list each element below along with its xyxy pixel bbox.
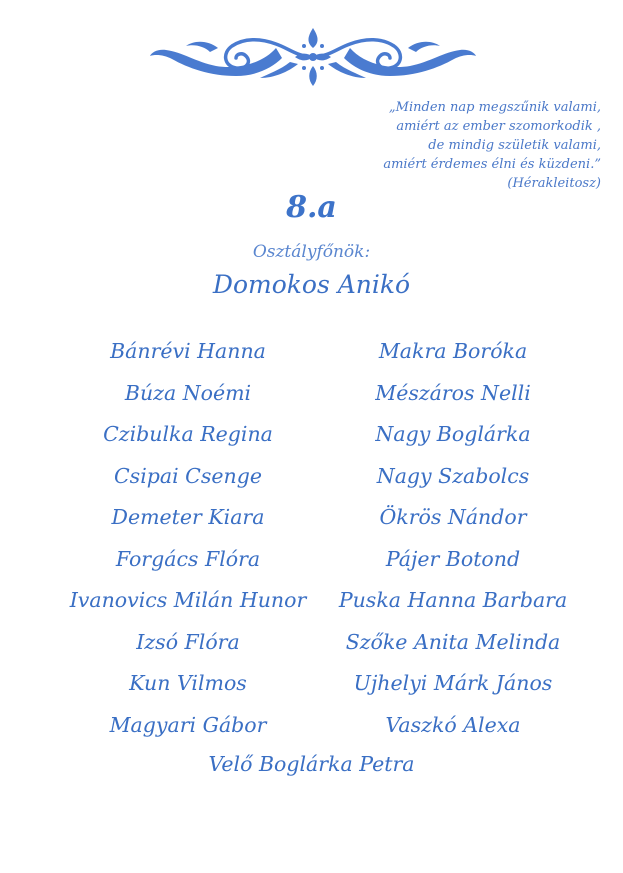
student-name: Czibulka Regina xyxy=(103,422,273,446)
student-list-right xyxy=(303,334,603,749)
student-name: Puska Hanna Barbara xyxy=(338,588,568,612)
teacher-name: Domokos Anikó xyxy=(212,270,411,299)
student-name: Szőke Anita Melinda xyxy=(345,629,561,654)
quote-line: „Minden nap megszűnik valami, xyxy=(388,100,601,115)
student-name: Ujhelyi Márk János xyxy=(353,671,553,695)
student-name: Búza Noémi xyxy=(124,380,252,405)
student-name: Mészáros Nelli xyxy=(375,380,531,405)
quote-line: de mindig születik valami, xyxy=(428,138,601,153)
student-name: Csipai Csenge xyxy=(114,463,262,488)
teacher-label: Osztályfőnök: xyxy=(252,242,371,262)
student-name: Nagy Szabolcs xyxy=(376,463,530,488)
student-name: Demeter Kiara xyxy=(111,505,265,529)
student-name: Nagy Boglárka xyxy=(375,422,531,446)
student-name: Kun Vilmos xyxy=(129,671,247,695)
student-name: Magyari Gábor xyxy=(109,712,267,737)
student-name: Ivanovics Milán Hunor xyxy=(69,588,307,612)
class-title: 8.a xyxy=(286,190,337,225)
quote-line: amiért az ember szomorkodik , xyxy=(396,119,601,134)
motto-quote xyxy=(301,98,601,193)
fleur-de-lis-scroll-ornament-icon xyxy=(148,26,478,88)
student-name-last: Velő Boglárka Petra xyxy=(208,752,415,776)
quote-author: (Hérakleitosz) xyxy=(507,176,601,191)
student-name: Pájer Botond xyxy=(385,546,521,571)
quote-line: amiért érdemes élni és küzdeni.” xyxy=(383,157,601,172)
student-name: Forgács Flóra xyxy=(115,546,261,571)
student-name: Ökrös Nándor xyxy=(379,505,527,529)
student-name: Bánrévi Hanna xyxy=(110,339,266,363)
student-name: Makra Boróka xyxy=(378,339,528,363)
student-name: Vaszkó Alexa xyxy=(385,712,521,737)
student-name: Izsó Flóra xyxy=(136,629,240,654)
student-list-left xyxy=(38,334,338,749)
